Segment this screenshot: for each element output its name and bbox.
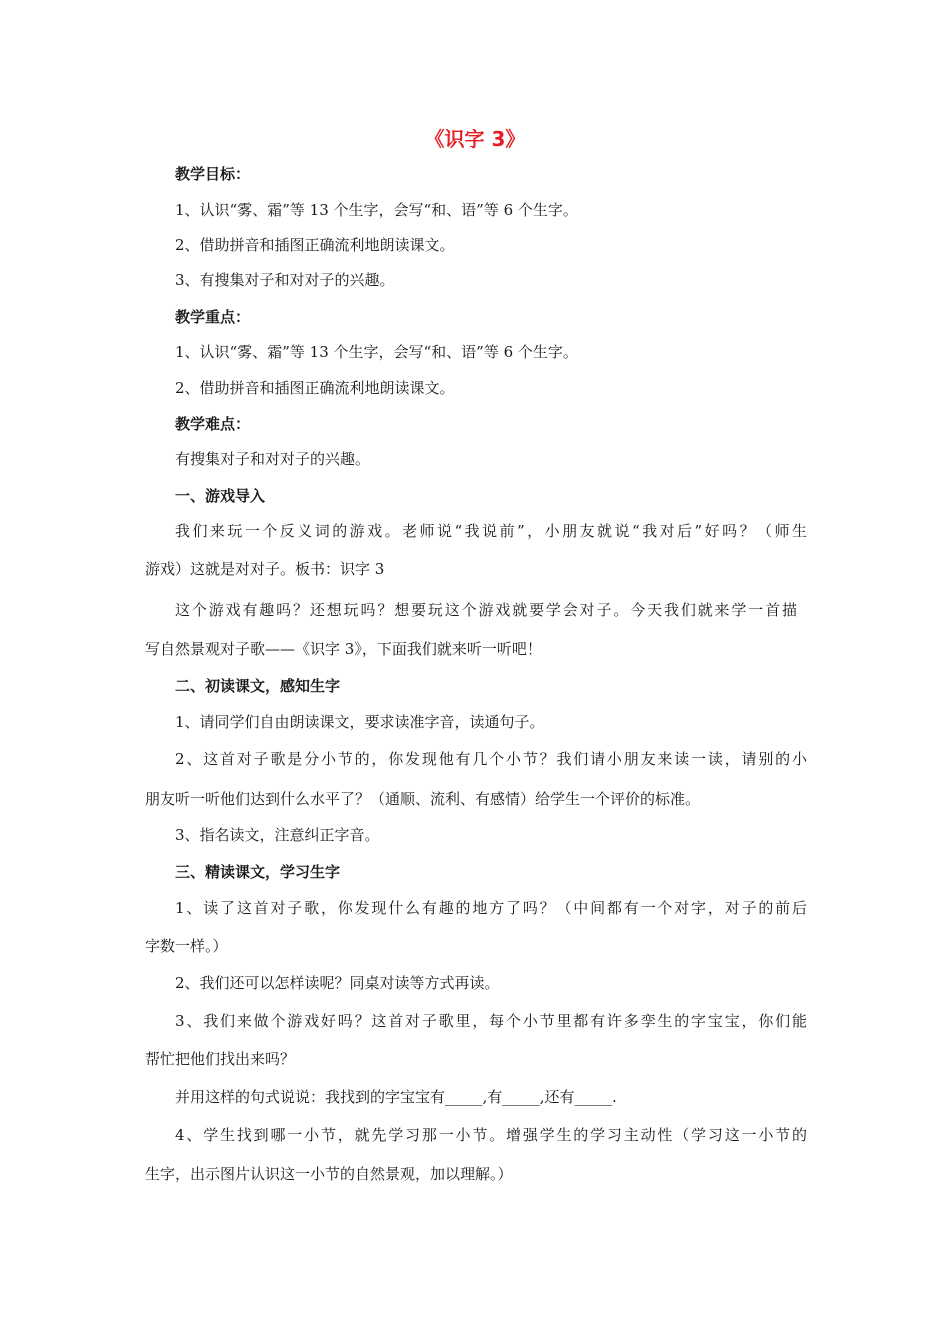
paragraph-line: 写自然景观对子歌——《识字 3》，下面我们就来听一听吧！ bbox=[145, 640, 542, 658]
section-3-heading: 三、精读课文，学习生字 bbox=[175, 863, 341, 881]
paragraph-line: 4、学生找到哪一小节，就先学习那一小节。增强学生的学习主动性（学习这一小节的 bbox=[175, 1126, 807, 1144]
paragraph-line: 我们来玩一个反义词的游戏。老师说“我说前”，小朋友就说“我对后”好吗？（师生 bbox=[175, 522, 807, 540]
goal-item-2: 2、借助拼音和插图正确流利地朗读课文。 bbox=[175, 236, 455, 254]
paragraph-line: 并用这样的句式说说：我找到的字宝宝有_____,有_____,还有_____. bbox=[175, 1088, 617, 1106]
paragraph-line: 生字，出示图片认识这一小节的自然景观，加以理解。） bbox=[145, 1165, 513, 1183]
paragraph-line: 3、指名读文，注意纠正字音。 bbox=[175, 826, 380, 844]
heading-difficulties: 教学难点： bbox=[175, 415, 251, 433]
key-point-1: 1、认识“雾、霜”等 13 个生字，会写“和、语”等 6 个生字。 bbox=[175, 343, 578, 361]
document-title: 《识字 3》 bbox=[424, 127, 526, 151]
paragraph-line: 2、我们还可以怎样读呢？同桌对读等方式再读。 bbox=[175, 974, 500, 992]
paragraph-line: 1、请同学们自由朗读课文，要求读准字音，读通句子。 bbox=[175, 713, 545, 731]
paragraph-line: 字数一样。） bbox=[145, 937, 228, 955]
goal-item-1: 1、认识“雾、霜”等 13 个生字，会写“和、语”等 6 个生字。 bbox=[175, 201, 578, 219]
paragraph-line: 朋友听一听他们达到什么水平了？（通顺、流利、有感情）给学生一个评价的标准。 bbox=[145, 790, 701, 808]
paragraph-line: 这个游戏有趣吗？还想玩吗？想要玩这个游戏就要学会对子。今天我们就来学一首描 bbox=[175, 601, 797, 619]
heading-teaching-goals: 教学目标： bbox=[175, 165, 251, 183]
paragraph-line: 游戏）这就是对对子。板书：识字 3 bbox=[145, 560, 385, 578]
section-2-heading: 二、初读课文，感知生字 bbox=[175, 677, 341, 695]
paragraph-line: 2、这首对子歌是分小节的，你发现他有几个小节？我们请小朋友来读一读，请别的小 bbox=[175, 750, 807, 768]
goal-item-3: 3、有搜集对子和对对子的兴趣。 bbox=[175, 271, 395, 289]
paragraph-line: 1、读了这首对子歌，你发现什么有趣的地方了吗？（中间都有一个对字，对子的前后 bbox=[175, 899, 807, 917]
heading-key-points: 教学重点： bbox=[175, 308, 251, 326]
difficulty-text: 有搜集对子和对对子的兴趣。 bbox=[175, 450, 371, 468]
paragraph-line: 帮忙把他们找出来吗？ bbox=[145, 1050, 296, 1068]
key-point-2: 2、借助拼音和插图正确流利地朗读课文。 bbox=[175, 379, 455, 397]
paragraph-line: 3、我们来做个游戏好吗？这首对子歌里，每个小节里都有许多孪生的字宝宝，你们能 bbox=[175, 1012, 807, 1030]
section-1-heading: 一、游戏导入 bbox=[175, 487, 266, 505]
